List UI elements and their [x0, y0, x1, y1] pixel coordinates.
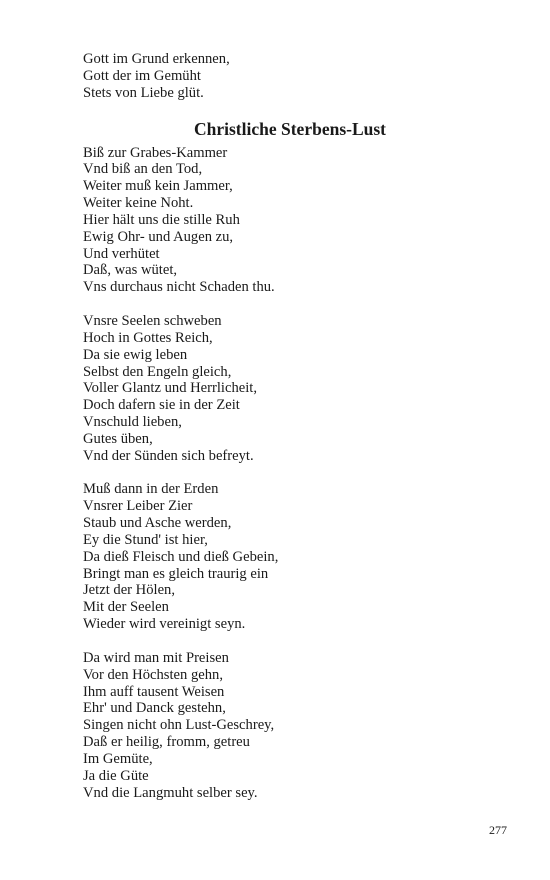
poem-line: Ewig Ohr- und Augen zu, [83, 228, 234, 245]
poem-title: Christliche Sterbens-Lust [193, 118, 386, 139]
intro-lines [83, 51, 503, 102]
poem-text [83, 51, 503, 801]
poem-line: Ihm auff tausent Weisen [83, 683, 225, 700]
poem-line: Doch dafern sie in der Zeit [83, 397, 240, 414]
poem-line: Bringt man es gleich traurig ein [83, 565, 269, 582]
poem-line: Voller Glantz und Herrlicheit, [83, 380, 257, 397]
stanza-4 [83, 650, 503, 802]
poem-line: Weiter keine Noht. [83, 195, 194, 212]
poem-line: Gott der im Gemüht [83, 67, 201, 84]
poem-line: Staub und Asche werden, [83, 515, 232, 532]
poem-line: Selbst den Engeln gleich, [83, 363, 232, 380]
poem-line: Vnd biß an den Tod, [83, 161, 203, 178]
poem-line: Mit der Seelen [83, 599, 169, 616]
poem-line: Da dieß Fleisch und dieß Gebein, [83, 548, 279, 565]
poem-line: Und verhütet [83, 245, 160, 262]
poem-line: Ey die Stund' ist hier, [83, 531, 208, 548]
poem-line: Ja die Güte [83, 767, 149, 784]
poem-line: Vnd der Sünden sich befreyt. [83, 447, 254, 464]
poem-line: Singen nicht ohn Lust-Geschrey, [83, 717, 275, 734]
poem-line: Jetzt der Hölen, [83, 582, 175, 599]
stanza-3 [83, 481, 503, 633]
poem-line: Vnschuld lieben, [83, 414, 182, 431]
stanza-gap [83, 633, 503, 650]
poem-line: Daß er heilig, fromm, getreu [83, 734, 250, 751]
stanza-1 [83, 145, 503, 297]
stanza-gap [83, 296, 503, 313]
poem-line: Gott im Grund erkennen, [83, 51, 230, 67]
poem-line: Wieder wird vereinigt seyn. [83, 616, 246, 633]
poem-line: Da wird man mit Preisen [83, 649, 229, 666]
poem-line: Im Gemüte, [83, 750, 153, 767]
page-number: 277 [489, 823, 507, 837]
poem-line: Gutes üben, [83, 430, 153, 447]
poem-line: Vnd die Langmuht selber sey. [83, 784, 258, 801]
poem-line: Weiter muß kein Jammer, [83, 178, 233, 195]
poem-line: Biß zur Grabes-Kammer [83, 144, 228, 161]
poem-line: Vnsre Seelen schweben [83, 312, 222, 329]
poem-line: Stets von Liebe glüt. [83, 84, 204, 101]
poem-line: Hoch in Gottes Reich, [83, 329, 213, 346]
poem-line: Hier hält uns die stille Ruh [83, 211, 240, 228]
poem-line: Muß dann in der Erden [83, 481, 219, 498]
poem-line: Vns durchaus nicht Schaden thu. [83, 279, 275, 296]
poem-line: Vnsrer Leiber Zier [83, 498, 193, 515]
spacer [83, 102, 503, 119]
poem-line: Vor den Höchsten gehn, [83, 666, 223, 683]
poem-line: Da sie ewig leben [83, 346, 188, 363]
poem-line: Daß, was wütet, [83, 262, 178, 279]
stanza-2 [83, 313, 503, 465]
stanza-gap [83, 465, 503, 482]
poem-line: Ehr' und Danck gestehn, [83, 700, 226, 717]
